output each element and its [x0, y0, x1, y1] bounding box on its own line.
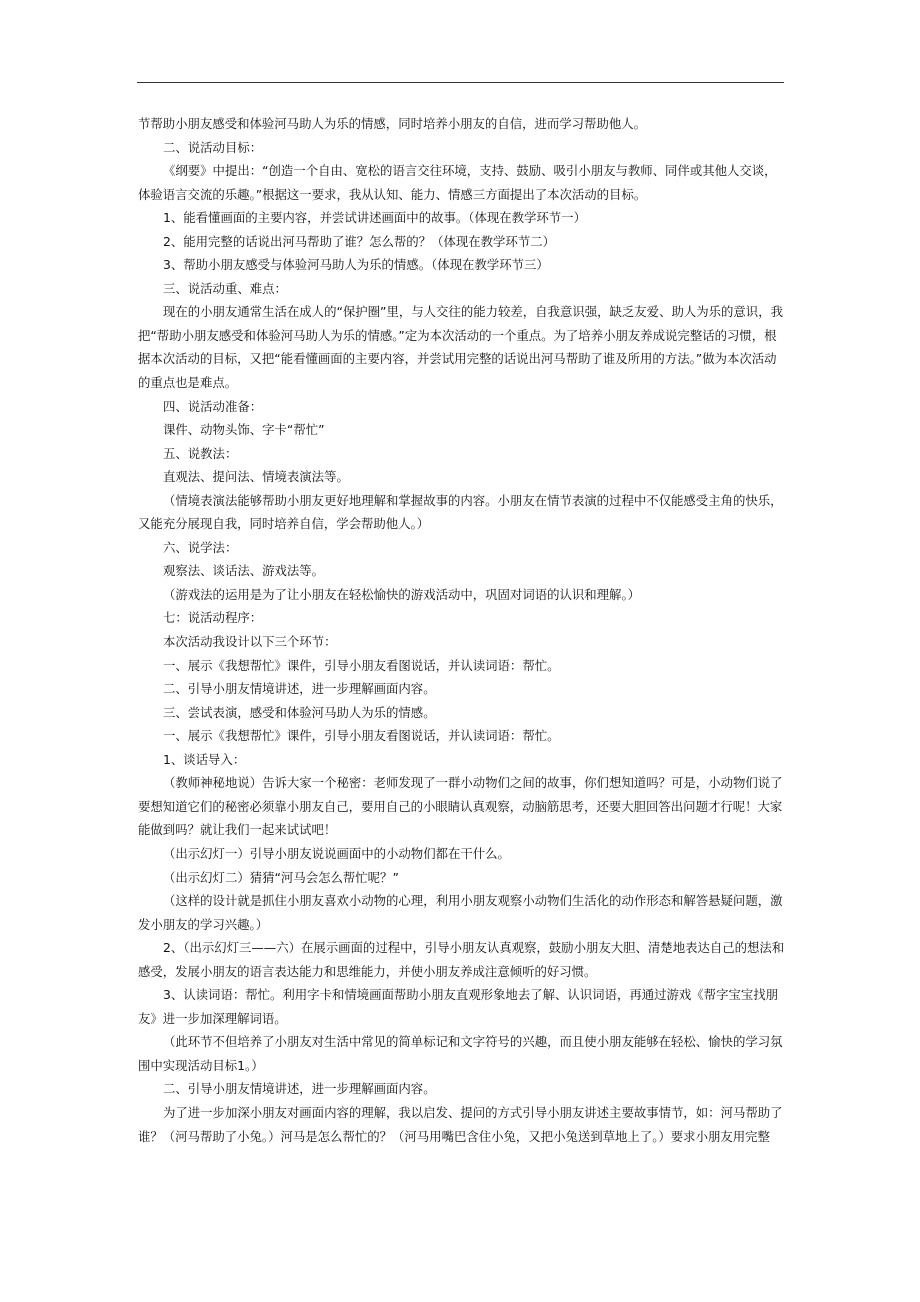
paragraph: 《纲要》中提出：“创造一个自由、宽松的语言交往环境，支持、鼓励、吸引小朋友与教师、同伴或其他人交谈，体验语言交流的乐趣。”根据这一要求，我从认知、能力、情感三方面提出了本次活动的目标。 — [138, 163, 777, 202]
paragraph: 观察法、谈话法、游戏法等。 — [163, 563, 325, 579]
paragraph: （这样的设计就是抓住小朋友喜欢小动物的心理，利用小朋友观察小动物们生活化的动作形态和解答悬疑问题，激发小朋友的学习兴趣。） — [138, 893, 783, 932]
section-heading: 三、说活动重、难点： — [163, 280, 287, 296]
list-item: 二、引导小朋友情境讲述，进一步理解画面内容。 — [163, 681, 436, 697]
section-heading: 五、说教法： — [163, 445, 238, 461]
list-item: 1、能看懂画面的主要内容，并尝试讲述画面中的故事。（体现在教学环节一） — [163, 210, 586, 226]
list-item: 3、认读词语：帮忙。利用字卡和情境画面帮助小朋友直观形象地去了解、认识词语，再通过游戏《帮字宝宝找朋友》进一步加深理解词语。 — [138, 987, 779, 1026]
list-item: 一、展示《我想帮忙》课件，引导小朋友看图说话，并认读词语：帮忙。 — [163, 657, 560, 673]
list-item: 2、能用完整的话说出河马帮助了谁？怎么帮的？（体现在教学环节二） — [163, 233, 555, 249]
paragraph: 为了进一步加深小朋友对画面内容的理解，我以启发、提问的方式引导小朋友讲述主要故事情节，如：河马帮助了谁？（河马帮助了小兔。）河马是怎么帮忙的？（河马用嘴巴含住小兔，又把小兔送到草地上了。）要求小朋友用完整 — [138, 1104, 783, 1144]
section-heading: 四、说活动准备： — [163, 398, 263, 414]
paragraph: （情境表演法能够帮助小朋友更好地理解和掌握故事的内容。小朋友在情节表演的过程中不仅能感受主角的快乐，又能充分展现自我，同时培养自信，学会帮助他人。） — [138, 492, 783, 532]
paragraph: 直观法、提问法、情境表演法等。 — [163, 469, 349, 485]
paragraph: 本次活动我设计以下三个环节： — [163, 634, 337, 650]
section-heading: 七：说活动程序： — [163, 610, 263, 626]
paragraph: （出示幻灯二）猜猜“河马会怎么帮忙呢？” — [163, 869, 399, 885]
list-item: 3、帮助小朋友感受与体验河马助人为乐的情感。（体现在教学环节三） — [163, 257, 549, 273]
header-rule — [137, 82, 784, 83]
paragraph: （教师神秘地说）告诉大家一个秘密：老师发现了一群小动物们之间的故事，你们想知道吗？可是，小动物们说了要想知道它们的秘密必须靠小朋友自己，要用自己的小眼睛认真观察，动脑筋思考，还要大胆回答出问题才行呢！大家能做到吗？就让我们一起来试试吧！ — [138, 775, 783, 838]
paragraph: （此环节不但培养了小朋友对生活中常见的简单标记和文字符号的兴趣，而且使小朋友能够在轻松、愉快的学习氛围中实现活动目标1。） — [138, 1034, 783, 1073]
list-item: 2、（出示幻灯三——六）在展示画面的过程中，引导小朋友认真观察，鼓励小朋友大胆、清楚地表达自己的想法和感受，发展小朋友的语言表达能力和思维能力，并使小朋友养成注意倾听的好习惯。 — [138, 940, 785, 979]
paragraph: （游戏法的运用是为了让小朋友在轻松愉快的游戏活动中，巩固对词语的认识和理解。） — [163, 586, 641, 602]
section-heading: 二、说活动目标： — [163, 139, 263, 155]
list-item: 1、谈话导入： — [163, 751, 246, 767]
paragraph: 现在的小朋友通常生活在成人的“保护圈”里，与人交往的能力较差，自我意识强，缺乏友爱、助人为乐的意识，我把“帮助小朋友感受和体验河马助人为乐的情感。”定为本次活动的一个重点。为了培养小朋友养成说完整话的习惯，根据本次活动的目标，又把“能看懂画面的主要内容，并尝试用完整的话说出河马帮助了谁及所用的方法。”做为本次活动的重点也是难点。 — [138, 304, 783, 391]
paragraph: 课件、动物头饰、字卡“帮忙” — [163, 422, 325, 438]
section-heading: 一、展示《我想帮忙》课件，引导小朋友看图说话，并认读词语：帮忙。 — [163, 728, 560, 744]
paragraph: （出示幻灯一）引导小朋友说说画面中的小动物们都在干什么。 — [163, 845, 510, 861]
list-item: 三、尝试表演，感受和体验河马助人为乐的情感。 — [163, 704, 436, 720]
section-heading: 六、说学法： — [163, 539, 238, 555]
document-body — [138, 112, 786, 1148]
paragraph: 节帮助小朋友感受和体验河马助人为乐的情感，同时培养小朋友的自信，进而学习帮助他人。 — [138, 116, 647, 131]
section-heading: 二、引导小朋友情境讲述，进一步理解画面内容。 — [163, 1081, 436, 1097]
